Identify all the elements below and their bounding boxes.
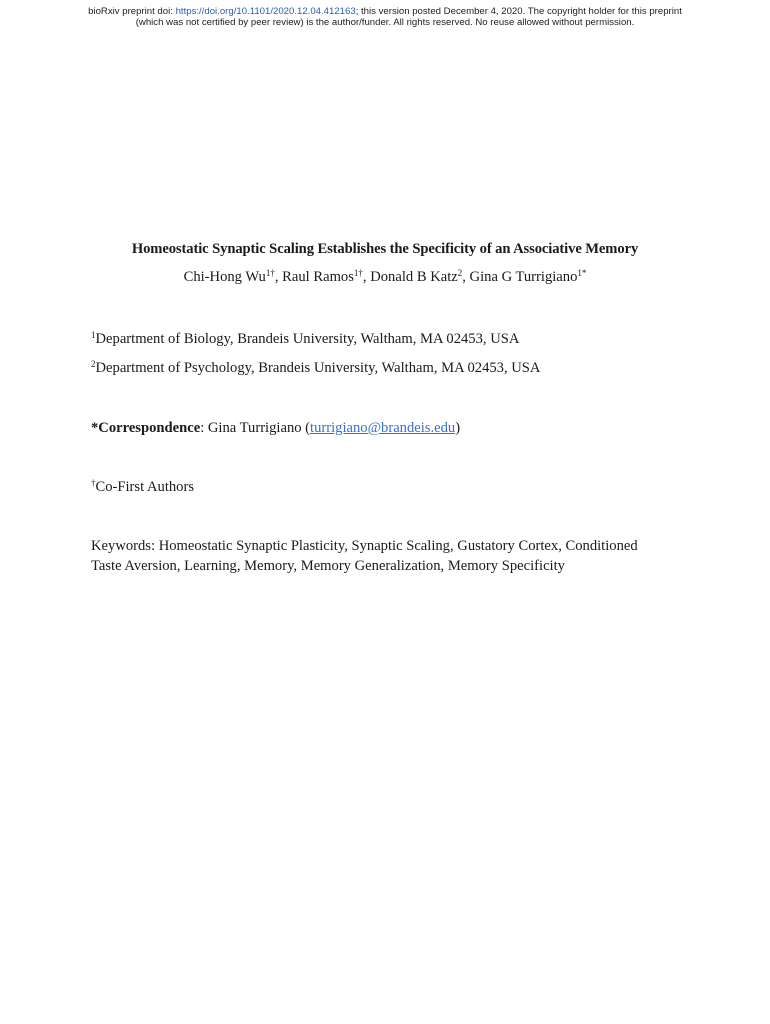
affiliation-1 (91, 329, 519, 349)
keywords (91, 536, 638, 576)
author-name: Donald B Katz (370, 269, 458, 285)
affiliation-marker: 1 (91, 330, 96, 340)
correspondence (91, 418, 460, 438)
preprint-header (0, 6, 770, 28)
doi-link[interactable]: https://doi.org/10.1101/2020.12.04.412163 (175, 6, 356, 17)
header-prefix: bioRxiv preprint doi: (88, 6, 176, 17)
paper-title: Homeostatic Synaptic Scaling Establishes the Specificity of an Associative Memory (131, 241, 639, 257)
author-name: Chi-Hong Wu (183, 269, 266, 285)
preprint-header-line2: (which was not certified by peer review) is the author/funder. All rights reserved. No reuse allowed without permission. (135, 17, 635, 28)
affiliation-text: Department of Biology, Brandeis University, Waltham, MA 02453, USA (95, 331, 520, 347)
author-name: Gina G Turrigiano (469, 269, 578, 285)
correspondence-label: *Correspondence (91, 420, 201, 436)
author-affiliation-marker: 1* (577, 268, 587, 278)
author-list (0, 269, 770, 286)
affiliation-marker: 2 (91, 359, 96, 369)
keywords-line-1: Keywords: Homeostatic Synaptic Plasticity, Synaptic Scaling, Gustatory Cortex, Conditioned (91, 538, 638, 554)
keywords-line-2: Taste Aversion, Learning, Memory, Memory Generalization, Memory Specificity (91, 558, 565, 574)
author-name: Raul Ramos (282, 269, 354, 285)
email-link[interactable]: turrigiano@brandeis.edu (310, 420, 456, 436)
dagger-marker: † (91, 478, 96, 488)
correspondence-name: : Gina Turrigiano ( (200, 420, 311, 436)
author-separator: , (274, 269, 283, 285)
author-separator: , (362, 269, 371, 285)
author-affiliation-marker: 2 (457, 268, 463, 278)
co-first-text: Co-First Authors (95, 479, 195, 495)
header-suffix: ; this version posted December 4, 2020. The copyright holder for this preprint (355, 6, 682, 17)
author-affiliation-marker: 1† (265, 268, 275, 278)
author-separator: , (462, 269, 470, 285)
co-first-note (91, 477, 194, 497)
author-affiliation-marker: 1† (353, 268, 363, 278)
correspondence-close: ) (455, 420, 461, 436)
affiliation-2 (91, 358, 540, 378)
preprint-header-line1 (0, 6, 770, 17)
affiliation-text: Department of Psychology, Brandeis University, Waltham, MA 02453, USA (95, 360, 541, 376)
